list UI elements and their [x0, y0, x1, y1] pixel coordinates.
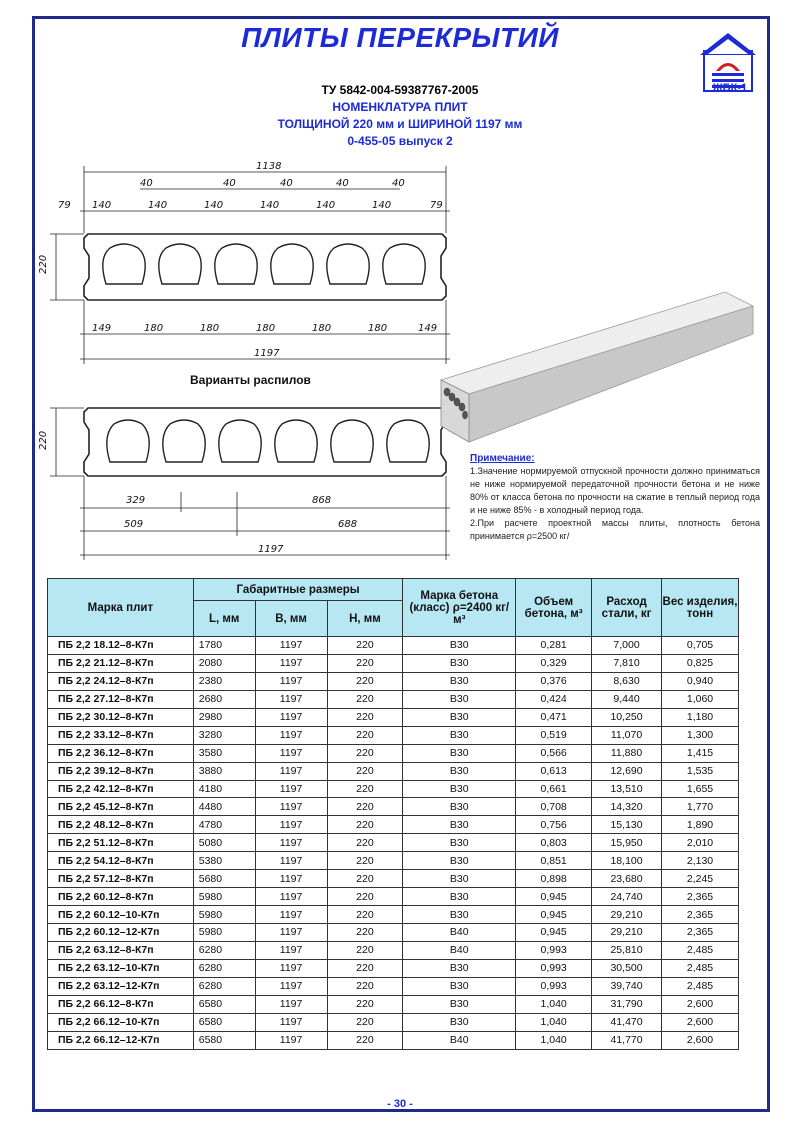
volume-cell: 0,329	[516, 654, 592, 672]
volume-cell: 0,661	[516, 780, 592, 798]
length-cell: 6280	[193, 959, 255, 977]
volume-cell: 0,945	[516, 888, 592, 906]
volume-cell: 0,566	[516, 744, 592, 762]
height-cell: 220	[327, 941, 403, 959]
mark-cell: ПБ 2,2 33.12–8-К7п	[48, 726, 194, 744]
concrete-cell: B30	[403, 959, 516, 977]
steel-cell: 31,790	[592, 995, 662, 1013]
height-cell: 220	[327, 906, 403, 924]
steel-cell: 8,630	[592, 672, 662, 690]
header-mark: Марка плит	[48, 579, 194, 637]
volume-cell: 0,708	[516, 798, 592, 816]
mark-cell: ПБ 2,2 63.12–12-К7п	[48, 977, 194, 995]
weight-cell: 2,485	[662, 977, 739, 995]
dim-overall-top: 1138	[256, 161, 282, 172]
mark-cell: ПБ 2,2 54.12–8-К7п	[48, 852, 194, 870]
steel-cell: 15,130	[592, 816, 662, 834]
mark-cell: ПБ 2,2 18.12–8-К7п	[48, 637, 194, 655]
steel-cell: 25,810	[592, 941, 662, 959]
height-cell: 220	[327, 798, 403, 816]
weight-cell: 0,940	[662, 672, 739, 690]
steel-cell: 12,690	[592, 762, 662, 780]
volume-cell: 1,040	[516, 1031, 592, 1049]
volume-cell: 0,851	[516, 852, 592, 870]
series-heading: 0-455-05 выпуск 2	[347, 134, 453, 148]
width-cell: 1197	[255, 672, 327, 690]
volume-cell: 0,993	[516, 941, 592, 959]
header-dims: Габаритные размеры	[193, 579, 403, 601]
weight-cell: 2,600	[662, 1031, 739, 1049]
header-steel: Расход стали, кг	[592, 579, 662, 637]
height-cell: 220	[327, 977, 403, 995]
length-cell: 5980	[193, 924, 255, 942]
note-item: 1.Значение нормируемой отпускной прочности должно приниматься не ниже нормируемой передаточной прочности бетона и не ниже 80% от класса бетона по прочности на сжатие в теплый период года и не ниже 85% - в холодный период года.	[470, 466, 760, 515]
width-cell: 1197	[255, 995, 327, 1013]
dim-bottom-segment: 149	[92, 323, 112, 334]
weight-cell: 1,770	[662, 798, 739, 816]
dim-segment: 140	[148, 200, 168, 211]
length-cell: 6280	[193, 941, 255, 959]
table-row	[48, 672, 739, 690]
height-cell: 220	[327, 762, 403, 780]
length-cell: 5080	[193, 834, 255, 852]
page-title: ПЛИТЫ ПЕРЕКРЫТИЙ	[241, 22, 559, 53]
table-row	[48, 852, 739, 870]
length-cell: 3880	[193, 762, 255, 780]
width-cell: 1197	[255, 959, 327, 977]
height-cell: 220	[327, 852, 403, 870]
length-cell: 2980	[193, 708, 255, 726]
header-weight: Вес изделия, тонн	[662, 579, 739, 637]
mark-cell: ПБ 2,2 60.12–8-К7п	[48, 888, 194, 906]
slab-cross-section-drawing	[40, 158, 460, 573]
nomenclature-heading: НОМЕНКЛАТУРА ПЛИТ	[332, 100, 468, 114]
volume-cell: 0,281	[516, 637, 592, 655]
dim-gap: 40	[140, 178, 153, 189]
table-row	[48, 888, 739, 906]
mark-cell: ПБ 2,2 63.12–8-К7п	[48, 941, 194, 959]
length-cell: 4480	[193, 798, 255, 816]
weight-cell: 2,130	[662, 852, 739, 870]
concrete-cell: B30	[403, 654, 516, 672]
width-cell: 1197	[255, 762, 327, 780]
weight-cell: 1,655	[662, 780, 739, 798]
dim-segment: 140	[260, 200, 280, 211]
concrete-cell: B30	[403, 888, 516, 906]
dim-gap: 40	[223, 178, 236, 189]
width-cell: 1197	[255, 726, 327, 744]
thickness-heading: ТОЛЩИНОЙ 220 мм и ШИРИНОЙ 1197 мм	[277, 117, 523, 131]
cut-variants-label: Варианты распилов	[190, 373, 311, 387]
dim-cut2-right: 688	[338, 519, 358, 530]
length-cell: 5380	[193, 852, 255, 870]
dim-segment: 140	[92, 200, 112, 211]
length-cell: 6280	[193, 977, 255, 995]
volume-cell: 0,424	[516, 690, 592, 708]
steel-cell: 9,440	[592, 690, 662, 708]
dim-bottom-segment: 180	[200, 323, 220, 334]
length-cell: 4780	[193, 816, 255, 834]
notes-title: Примечание:	[470, 453, 535, 464]
dim-cut1-right: 868	[312, 495, 332, 506]
length-cell: 4180	[193, 780, 255, 798]
length-cell: 5980	[193, 906, 255, 924]
dim-bottom-segment: 180	[368, 323, 388, 334]
steel-cell: 10,250	[592, 708, 662, 726]
width-cell: 1197	[255, 906, 327, 924]
weight-cell: 1,300	[662, 726, 739, 744]
concrete-cell: B30	[403, 798, 516, 816]
height-cell: 220	[327, 690, 403, 708]
notes-block	[470, 452, 760, 543]
concrete-cell: B30	[403, 816, 516, 834]
volume-cell: 1,040	[516, 995, 592, 1013]
table-row	[48, 995, 739, 1013]
table-body	[48, 637, 739, 1050]
table-row	[48, 726, 739, 744]
steel-cell: 18,100	[592, 852, 662, 870]
height-cell: 220	[327, 995, 403, 1013]
length-cell: 6580	[193, 1031, 255, 1049]
weight-cell: 1,535	[662, 762, 739, 780]
spec-code: ТУ 5842-004-59387767-2005	[321, 83, 479, 97]
cut-slab-hollow-cores	[107, 420, 429, 462]
length-cell: 5980	[193, 888, 255, 906]
dim-gap: 40	[280, 178, 293, 189]
weight-cell: 2,365	[662, 906, 739, 924]
header-width: B, мм	[255, 601, 327, 637]
steel-cell: 41,470	[592, 1013, 662, 1031]
slab-3d-illustration	[435, 262, 755, 457]
weight-cell: 2,600	[662, 1013, 739, 1031]
concrete-cell: B30	[403, 708, 516, 726]
slab-spec-table	[47, 578, 739, 1050]
table-row	[48, 959, 739, 977]
concrete-cell: B30	[403, 780, 516, 798]
mark-cell: ПБ 2,2 30.12–8-К7п	[48, 708, 194, 726]
header-height: H, мм	[327, 601, 403, 637]
width-cell: 1197	[255, 637, 327, 655]
weight-cell: 2,600	[662, 995, 739, 1013]
weight-cell: 1,890	[662, 816, 739, 834]
steel-cell: 14,320	[592, 798, 662, 816]
note-item: 2.При расчете проектной массы плиты, плотность бетона принимается ρ=2500 кг/	[470, 518, 760, 541]
mark-cell: ПБ 2,2 27.12–8-К7п	[48, 690, 194, 708]
steel-cell: 29,210	[592, 924, 662, 942]
length-cell: 6580	[193, 1013, 255, 1031]
volume-cell: 0,993	[516, 977, 592, 995]
length-cell: 2380	[193, 672, 255, 690]
concrete-cell: B30	[403, 1013, 516, 1031]
mark-cell: ПБ 2,2 42.12–8-К7п	[48, 780, 194, 798]
steel-cell: 7,810	[592, 654, 662, 672]
dim-cut-height: 220	[38, 430, 49, 450]
table-row	[48, 1013, 739, 1031]
weight-cell: 2,010	[662, 834, 739, 852]
dim-bottom-segment: 180	[144, 323, 164, 334]
table-row	[48, 780, 739, 798]
length-cell: 5680	[193, 870, 255, 888]
logo-text: ЖБК•1	[712, 82, 748, 94]
volume-cell: 0,945	[516, 906, 592, 924]
dim-segment: 79	[58, 200, 71, 211]
height-cell: 220	[327, 780, 403, 798]
steel-cell: 11,880	[592, 744, 662, 762]
steel-cell: 39,740	[592, 977, 662, 995]
volume-cell: 0,756	[516, 816, 592, 834]
dim-segment: 140	[372, 200, 392, 211]
height-cell: 220	[327, 816, 403, 834]
concrete-cell: B30	[403, 906, 516, 924]
dim-bottom-segment: 149	[418, 323, 438, 334]
height-cell: 220	[327, 1031, 403, 1049]
length-cell: 3580	[193, 744, 255, 762]
table-row	[48, 654, 739, 672]
dim-gap: 40	[392, 178, 405, 189]
steel-cell: 15,950	[592, 834, 662, 852]
width-cell: 1197	[255, 870, 327, 888]
height-cell: 220	[327, 870, 403, 888]
table-row	[48, 690, 739, 708]
mark-cell: ПБ 2,2 66.12–12-К7п	[48, 1031, 194, 1049]
weight-cell: 1,415	[662, 744, 739, 762]
height-cell: 220	[327, 834, 403, 852]
table-row	[48, 977, 739, 995]
concrete-cell: B30	[403, 870, 516, 888]
steel-cell: 23,680	[592, 870, 662, 888]
table-row	[48, 906, 739, 924]
weight-cell: 2,365	[662, 924, 739, 942]
length-cell: 1780	[193, 637, 255, 655]
steel-cell: 41,770	[592, 1031, 662, 1049]
header-concrete: Марка бетона (класс) ρ=2400 кг/м³	[403, 579, 516, 637]
mark-cell: ПБ 2,2 51.12–8-К7п	[48, 834, 194, 852]
concrete-cell: B30	[403, 744, 516, 762]
length-cell: 6580	[193, 995, 255, 1013]
mark-cell: ПБ 2,2 24.12–8-К7п	[48, 672, 194, 690]
volume-cell: 1,040	[516, 1013, 592, 1031]
table-row	[48, 744, 739, 762]
volume-cell: 0,803	[516, 834, 592, 852]
height-cell: 220	[327, 637, 403, 655]
table-row	[48, 924, 739, 942]
concrete-cell: B30	[403, 726, 516, 744]
height-cell: 220	[327, 1013, 403, 1031]
dim-overall-bottom: 1197	[254, 348, 280, 359]
mark-cell: ПБ 2,2 21.12–8-К7п	[48, 654, 194, 672]
volume-cell: 0,376	[516, 672, 592, 690]
width-cell: 1197	[255, 977, 327, 995]
width-cell: 1197	[255, 654, 327, 672]
width-cell: 1197	[255, 744, 327, 762]
weight-cell: 0,825	[662, 654, 739, 672]
mark-cell: ПБ 2,2 48.12–8-К7п	[48, 816, 194, 834]
dim-bottom-segment: 180	[312, 323, 332, 334]
volume-cell: 0,471	[516, 708, 592, 726]
height-cell: 220	[327, 888, 403, 906]
weight-cell: 2,485	[662, 959, 739, 977]
steel-cell: 7,000	[592, 637, 662, 655]
header-volume: Объем бетона, м³	[516, 579, 592, 637]
dim-segment: 79	[430, 200, 443, 211]
steel-cell: 13,510	[592, 780, 662, 798]
dim-bottom-segment: 180	[256, 323, 276, 334]
concrete-cell: B30	[403, 852, 516, 870]
dim-segment: 140	[204, 200, 224, 211]
slab-hollow-cores	[103, 244, 425, 284]
concrete-cell: B30	[403, 977, 516, 995]
length-cell: 2080	[193, 654, 255, 672]
table-row	[48, 870, 739, 888]
mark-cell: ПБ 2,2 45.12–8-К7п	[48, 798, 194, 816]
volume-cell: 0,519	[516, 726, 592, 744]
width-cell: 1197	[255, 780, 327, 798]
dim-cut1-left: 329	[126, 495, 146, 506]
mark-cell: ПБ 2,2 60.12–12-К7п	[48, 924, 194, 942]
width-cell: 1197	[255, 798, 327, 816]
weight-cell: 2,485	[662, 941, 739, 959]
dim-cut2-left: 509	[124, 519, 144, 530]
length-cell: 3280	[193, 726, 255, 744]
width-cell: 1197	[255, 1013, 327, 1031]
weight-cell: 2,365	[662, 888, 739, 906]
volume-cell: 0,993	[516, 959, 592, 977]
length-cell: 2680	[193, 690, 255, 708]
concrete-cell: B30	[403, 672, 516, 690]
dim-segment: 140	[316, 200, 336, 211]
width-cell: 1197	[255, 1031, 327, 1049]
concrete-cell: B40	[403, 941, 516, 959]
volume-cell: 0,945	[516, 924, 592, 942]
volume-cell: 0,898	[516, 870, 592, 888]
weight-cell: 1,180	[662, 708, 739, 726]
mark-cell: ПБ 2,2 57.12–8-К7п	[48, 870, 194, 888]
width-cell: 1197	[255, 708, 327, 726]
width-cell: 1197	[255, 941, 327, 959]
width-cell: 1197	[255, 852, 327, 870]
height-cell: 220	[327, 924, 403, 942]
concrete-cell: B30	[403, 637, 516, 655]
table-row	[48, 762, 739, 780]
width-cell: 1197	[255, 834, 327, 852]
table-row	[48, 798, 739, 816]
height-cell: 220	[327, 744, 403, 762]
table-row	[48, 637, 739, 655]
width-cell: 1197	[255, 690, 327, 708]
table-row	[48, 941, 739, 959]
mark-cell: ПБ 2,2 36.12–8-К7п	[48, 744, 194, 762]
dim-height: 220	[38, 254, 49, 274]
weight-cell: 1,060	[662, 690, 739, 708]
steel-cell: 24,740	[592, 888, 662, 906]
mark-cell: ПБ 2,2 66.12–10-К7п	[48, 1013, 194, 1031]
concrete-cell: B30	[403, 690, 516, 708]
mark-cell: ПБ 2,2 66.12–8-К7п	[48, 995, 194, 1013]
volume-cell: 0,613	[516, 762, 592, 780]
width-cell: 1197	[255, 924, 327, 942]
height-cell: 220	[327, 959, 403, 977]
concrete-cell: B40	[403, 1031, 516, 1049]
mark-cell: ПБ 2,2 60.12–10-К7п	[48, 906, 194, 924]
width-cell: 1197	[255, 816, 327, 834]
concrete-cell: B30	[403, 762, 516, 780]
concrete-cell: B30	[403, 834, 516, 852]
table-row	[48, 816, 739, 834]
height-cell: 220	[327, 672, 403, 690]
height-cell: 220	[327, 654, 403, 672]
table-row	[48, 834, 739, 852]
height-cell: 220	[327, 708, 403, 726]
width-cell: 1197	[255, 888, 327, 906]
document-header	[0, 82, 800, 150]
height-cell: 220	[327, 726, 403, 744]
mark-cell: ПБ 2,2 39.12–8-К7п	[48, 762, 194, 780]
concrete-cell: B30	[403, 995, 516, 1013]
weight-cell: 0,705	[662, 637, 739, 655]
steel-cell: 30,500	[592, 959, 662, 977]
table-row	[48, 1031, 739, 1049]
concrete-cell: B40	[403, 924, 516, 942]
mark-cell: ПБ 2,2 63.12–10-К7п	[48, 959, 194, 977]
header-length: L, мм	[193, 601, 255, 637]
weight-cell: 2,245	[662, 870, 739, 888]
dim-gap: 40	[336, 178, 349, 189]
steel-cell: 29,210	[592, 906, 662, 924]
table-row	[48, 708, 739, 726]
page-number: - 30 -	[387, 1098, 413, 1110]
dim-cut-overall: 1197	[258, 544, 284, 555]
steel-cell: 11,070	[592, 726, 662, 744]
